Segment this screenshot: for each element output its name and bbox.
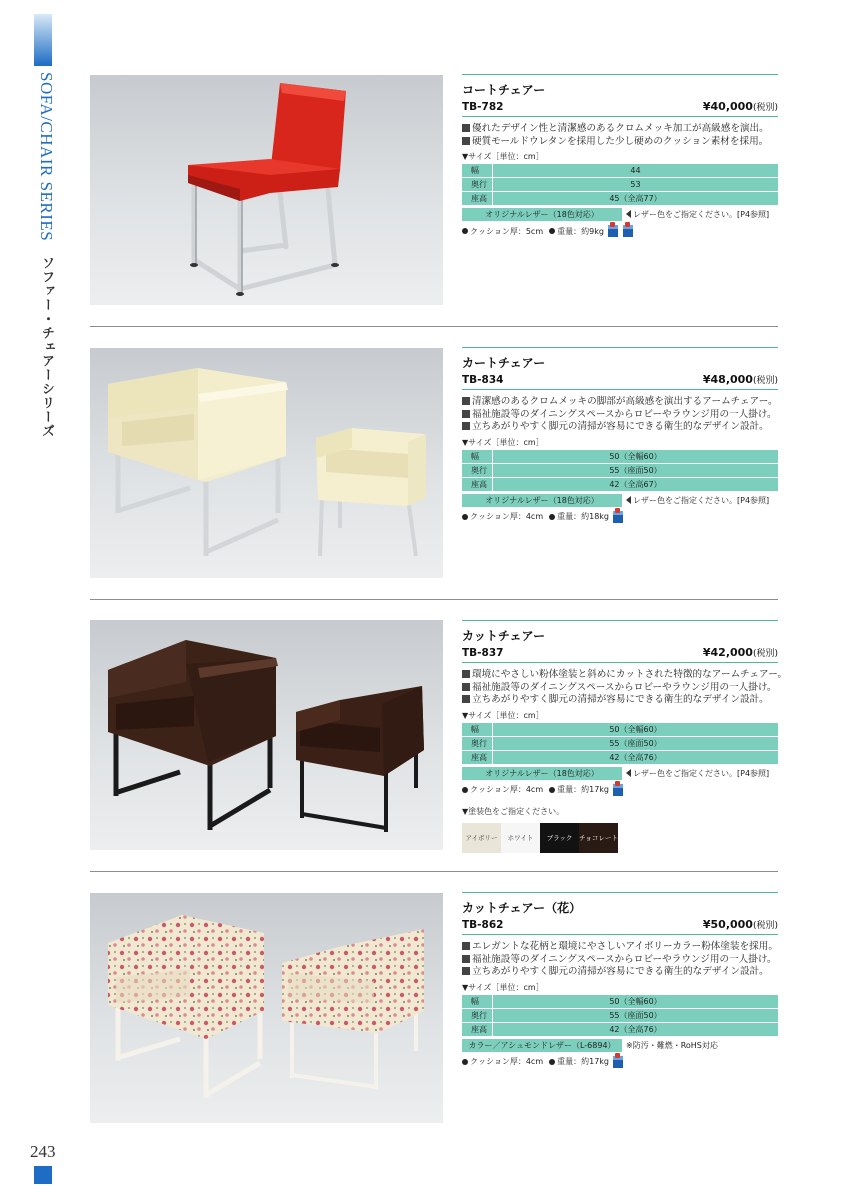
series-title <box>28 72 56 438</box>
description-line: エレガントな花柄と環境にやさしいアイボリーカラー粉体塗装を採用。 <box>462 941 778 954</box>
swatch-black[interactable]: ブラック <box>540 823 579 853</box>
package-icon <box>607 225 619 237</box>
page-number-marker <box>34 1166 52 1184</box>
package-icon <box>612 784 624 796</box>
leather-tag: オリジナルレザー（18色対応） <box>462 767 622 780</box>
size-row-width: 幅 50（全幅60） <box>462 995 778 1008</box>
product-name: カートチェアー <box>462 356 546 370</box>
size-heading: ▼サイズ［単位：cm］ <box>462 152 544 161</box>
product-description <box>462 669 788 707</box>
spec-line: クッション厚：5cm 重量：約9kg <box>462 225 778 237</box>
size-row-depth: 奥行 53 <box>462 178 778 191</box>
product-name: カットチェアー <box>462 629 546 643</box>
package-icon <box>622 225 634 237</box>
product-info-tb862 <box>462 892 778 1068</box>
description-line: 福祉施設等のダイニングスペースからロビーやラウンジ用の一人掛け。 <box>462 409 778 422</box>
side-accent-bar <box>34 14 52 66</box>
header-rule <box>462 892 778 893</box>
code-price-row <box>462 373 778 390</box>
color-option <box>462 1039 778 1052</box>
size-heading: ▼サイズ［単位：cm］ <box>462 437 544 447</box>
bullet-icon <box>549 228 555 234</box>
pointer-icon <box>626 769 631 777</box>
leather-tag: オリジナルレザー（18色対応） <box>462 494 622 507</box>
description-line: 優れたデザイン性と清潔感のあるクロムメッキ加工が高級感を演出。 <box>462 123 778 136</box>
code-price-row <box>462 100 778 117</box>
product-description <box>462 123 778 148</box>
leather-note: レザー色をご指定ください。[P4参照] <box>626 495 769 506</box>
size-table <box>462 723 778 764</box>
header-rule <box>462 74 778 75</box>
swatch-chocolate[interactable]: チョコレート <box>579 823 618 853</box>
size-row-width: 幅 50（全幅60） <box>462 450 778 463</box>
section-divider <box>90 871 778 872</box>
leather-tag: オリジナルレザー（18色対応） <box>462 208 622 221</box>
size-heading: ▼サイズ［単位：cm］ <box>462 710 544 720</box>
code-price-row <box>462 646 778 663</box>
description-line: 立ちあがりやすく脚元の清掃が容易にできる衛生的なデザイン設計。 <box>462 694 778 707</box>
size-table <box>462 995 778 1036</box>
size-row-depth: 奥行 55（座面50） <box>462 1009 778 1022</box>
bullet-icon <box>549 514 555 520</box>
product-photo-tb834 <box>90 348 443 578</box>
size-table <box>462 450 778 491</box>
description-line: 立ちあがりやすく脚元の清掃が容易にできる衛生的なデザイン設計。 <box>462 421 778 434</box>
product-code: TB-782 <box>462 101 504 113</box>
description-line: 立ちあがりやすく脚元の清掃が容易にできる衛生的なデザイン設計。 <box>462 966 778 979</box>
size-row-depth: 奥行 55（座面50） <box>462 464 778 477</box>
size-row-width: 幅 50（全幅60） <box>462 723 778 736</box>
bullet-icon <box>462 1059 468 1065</box>
paint-swatches <box>462 823 778 853</box>
product-info-tb782 <box>462 74 778 237</box>
package-icon <box>612 1056 624 1068</box>
leather-note: レザー色をご指定ください。[P4参照] <box>626 768 769 779</box>
product-price: ¥50,000(税別) <box>702 918 778 931</box>
code-price-row <box>462 918 778 935</box>
description-line: 環境にやさしい粉体塗装と斜めにカットされた特徴的なアームチェアー。 <box>462 669 778 682</box>
paint-color-heading: ▼塗装色をご指定ください。 <box>462 806 565 816</box>
product-price: ¥42,000(税別) <box>702 646 778 659</box>
section-divider <box>90 326 778 327</box>
swatch-white[interactable]: ホワイト <box>501 823 540 853</box>
product-description <box>462 396 778 434</box>
product-code: TB-837 <box>462 647 504 659</box>
series-title-en: SOFA/CHAIR SERIES <box>37 72 56 242</box>
swatch-ivory[interactable]: アイボリー <box>462 823 501 853</box>
page-number: 243 <box>30 1142 56 1161</box>
product-photo-tb862 <box>90 893 443 1123</box>
product-code: TB-834 <box>462 374 504 386</box>
spec-line: クッション厚：4cm 重量：約17kg <box>462 784 778 796</box>
size-heading: ▼サイズ［単位：cm］ <box>462 982 544 992</box>
leather-note: レザー色をご指定ください。[P4参照] <box>626 209 769 220</box>
product-price: ¥48,000(税別) <box>702 373 778 386</box>
size-row-seat-height: 座高 42（全高76） <box>462 751 778 764</box>
size-row-seat-height: 座高 45（全高77） <box>462 192 778 205</box>
bullet-icon <box>462 514 468 520</box>
header-rule <box>462 620 778 621</box>
bullet-icon <box>549 1059 555 1065</box>
product-name: コートチェアー <box>462 83 546 97</box>
product-name: カットチェアー（花） <box>462 901 582 915</box>
series-title-jp: ソファー・チェアーシリーズ <box>39 256 54 438</box>
size-row-width: 幅 44 <box>462 164 778 177</box>
section-divider <box>90 599 778 600</box>
size-row-depth: 奥行 55（座面50） <box>462 737 778 750</box>
description-line: 福祉施設等のダイニングスペースからロビーやラウンジ用の一人掛け。 <box>462 954 778 967</box>
product-photo-tb782 <box>90 75 443 305</box>
bullet-icon <box>462 228 468 234</box>
description-line: 硬質モールドウレタンを採用した少し硬めのクッション素材を採用。 <box>462 136 778 149</box>
bullet-icon <box>462 787 468 793</box>
header-rule <box>462 347 778 348</box>
product-photo-tb837 <box>90 620 443 850</box>
spec-line: クッション厚：4cm 重量：約17kg <box>462 1056 778 1068</box>
leather-option <box>462 208 778 221</box>
pointer-icon <box>626 496 631 504</box>
leather-option <box>462 767 778 780</box>
spec-line: クッション厚：4cm 重量：約18kg <box>462 511 778 523</box>
leather-option <box>462 494 778 507</box>
package-icon <box>612 511 624 523</box>
product-info-tb834 <box>462 347 778 523</box>
compliance-note: ※防汚・難燃・RoHS対応 <box>626 1040 718 1050</box>
product-info-tb837 <box>462 620 788 853</box>
size-row-seat-height: 座高 42（全高76） <box>462 1023 778 1036</box>
product-code: TB-862 <box>462 919 504 931</box>
pointer-icon <box>626 210 631 218</box>
size-row-seat-height: 座高 42（全高67） <box>462 478 778 491</box>
product-price: ¥40,000(税別) <box>702 100 778 113</box>
color-tag: カラー／アシュモンドレザー（L-6894） <box>462 1039 622 1052</box>
size-table <box>462 164 778 205</box>
product-description <box>462 941 778 979</box>
description-line: 福祉施設等のダイニングスペースからロビーやラウンジ用の一人掛け。 <box>462 682 778 695</box>
bullet-icon <box>549 787 555 793</box>
description-line: 清潔感のあるクロムメッキの脚部が高級感を演出するアームチェアー。 <box>462 396 778 409</box>
